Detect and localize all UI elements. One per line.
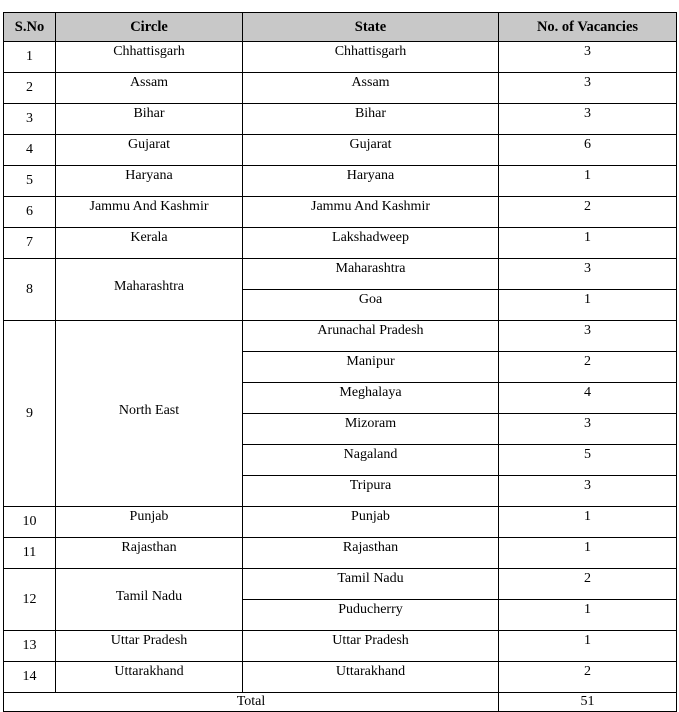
table-row <box>4 104 677 135</box>
vacancies-cell: 1 <box>499 166 677 197</box>
state-cell: Arunachal Pradesh <box>243 321 499 352</box>
state-cell: Uttar Pradesh <box>243 631 499 662</box>
state-cell: Assam <box>243 73 499 104</box>
table-row <box>4 538 677 569</box>
table-row <box>4 662 677 693</box>
vacancy-table <box>3 12 677 712</box>
table-row <box>4 197 677 228</box>
vacancies-cell: 3 <box>499 104 677 135</box>
sno-cell: 8 <box>4 259 56 321</box>
circle-cell: Tamil Nadu <box>56 569 243 631</box>
vacancies-cell: 1 <box>499 538 677 569</box>
sno-cell: 10 <box>4 507 56 538</box>
sno-cell: 7 <box>4 228 56 259</box>
table-row <box>4 259 677 290</box>
circle-cell: Maharashtra <box>56 259 243 321</box>
vacancies-cell: 3 <box>499 259 677 290</box>
state-cell: Nagaland <box>243 445 499 476</box>
vacancies-cell: 2 <box>499 352 677 383</box>
sno-cell: 13 <box>4 631 56 662</box>
vacancies-cell: 2 <box>499 662 677 693</box>
vacancies-cell: 2 <box>499 569 677 600</box>
vacancies-cell: 1 <box>499 600 677 631</box>
sno-cell: 9 <box>4 321 56 507</box>
sno-cell: 3 <box>4 104 56 135</box>
table-row <box>4 166 677 197</box>
state-cell: Goa <box>243 290 499 321</box>
header-circle: Circle <box>56 13 243 42</box>
state-cell: Punjab <box>243 507 499 538</box>
state-cell: Rajasthan <box>243 538 499 569</box>
state-cell: Meghalaya <box>243 383 499 414</box>
sno-cell: 6 <box>4 197 56 228</box>
circle-cell: Assam <box>56 73 243 104</box>
table-row <box>4 507 677 538</box>
header-vacancies: No. of Vacancies <box>499 13 677 42</box>
table-row <box>4 135 677 166</box>
circle-cell: Gujarat <box>56 135 243 166</box>
vacancies-cell: 3 <box>499 414 677 445</box>
circle-cell: Haryana <box>56 166 243 197</box>
circle-cell: North East <box>56 321 243 507</box>
vacancies-cell: 1 <box>499 507 677 538</box>
state-cell: Uttarakhand <box>243 662 499 693</box>
vacancies-cell: 3 <box>499 42 677 73</box>
header-row <box>4 13 677 42</box>
table-row <box>4 321 677 352</box>
state-cell: Jammu And Kashmir <box>243 197 499 228</box>
header-state: State <box>243 13 499 42</box>
vacancies-cell: 3 <box>499 476 677 507</box>
table-row <box>4 569 677 600</box>
vacancies-cell: 5 <box>499 445 677 476</box>
vacancies-cell: 3 <box>499 73 677 104</box>
sno-cell: 5 <box>4 166 56 197</box>
state-cell: Maharashtra <box>243 259 499 290</box>
table-row <box>4 42 677 73</box>
table-row <box>4 631 677 662</box>
sno-cell: 12 <box>4 569 56 631</box>
state-cell: Tripura <box>243 476 499 507</box>
table-row <box>4 73 677 104</box>
state-cell: Puducherry <box>243 600 499 631</box>
vacancies-cell: 3 <box>499 321 677 352</box>
circle-cell: Uttarakhand <box>56 662 243 693</box>
state-cell: Lakshadweep <box>243 228 499 259</box>
state-cell: Gujarat <box>243 135 499 166</box>
sno-cell: 14 <box>4 662 56 693</box>
circle-cell: Bihar <box>56 104 243 135</box>
table-row <box>4 228 677 259</box>
circle-cell: Uttar Pradesh <box>56 631 243 662</box>
circle-cell: Rajasthan <box>56 538 243 569</box>
state-cell: Chhattisgarh <box>243 42 499 73</box>
circle-cell: Jammu And Kashmir <box>56 197 243 228</box>
sno-cell: 2 <box>4 73 56 104</box>
state-cell: Haryana <box>243 166 499 197</box>
total-row <box>4 693 677 712</box>
circle-cell: Punjab <box>56 507 243 538</box>
total-label: Total <box>4 693 499 712</box>
sno-cell: 4 <box>4 135 56 166</box>
total-value: 51 <box>499 693 677 712</box>
vacancies-cell: 1 <box>499 290 677 321</box>
state-cell: Manipur <box>243 352 499 383</box>
vacancies-cell: 4 <box>499 383 677 414</box>
state-cell: Bihar <box>243 104 499 135</box>
state-cell: Tamil Nadu <box>243 569 499 600</box>
header-sno: S.No <box>4 13 56 42</box>
sno-cell: 11 <box>4 538 56 569</box>
circle-cell: Chhattisgarh <box>56 42 243 73</box>
circle-cell: Kerala <box>56 228 243 259</box>
vacancies-cell: 2 <box>499 197 677 228</box>
state-cell: Mizoram <box>243 414 499 445</box>
vacancies-cell: 6 <box>499 135 677 166</box>
vacancies-cell: 1 <box>499 631 677 662</box>
sno-cell: 1 <box>4 42 56 73</box>
vacancies-cell: 1 <box>499 228 677 259</box>
